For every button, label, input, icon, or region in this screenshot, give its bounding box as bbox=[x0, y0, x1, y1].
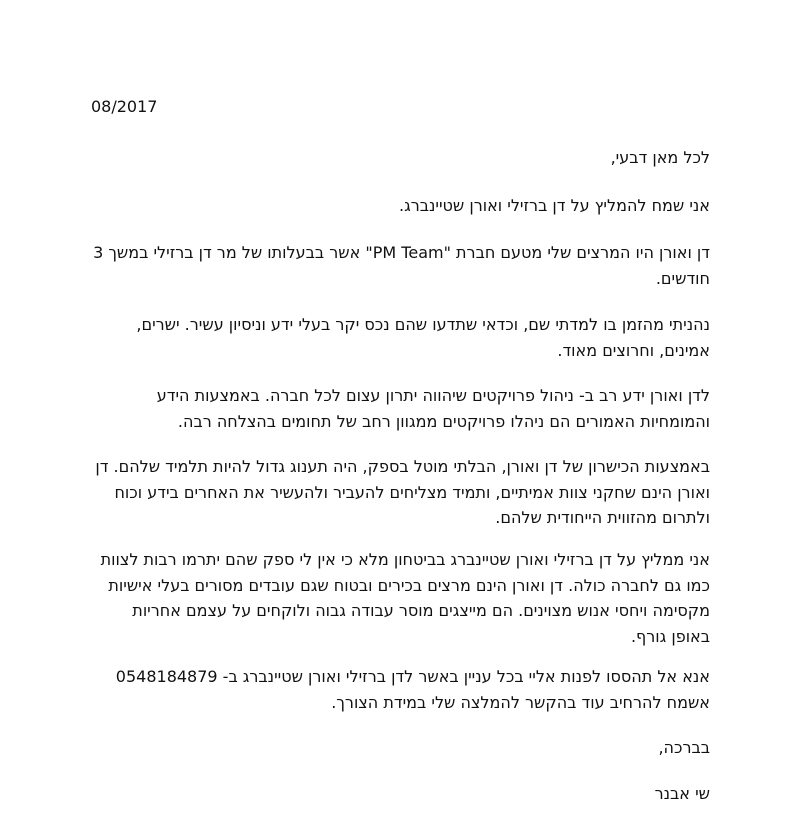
closing: בברכה, bbox=[658, 738, 710, 757]
paragraph-expertise: לדן ואורן ידע רב ב- ניהול פרויקטים שיהווה יתרון עצום לכל חברה. באמצעות הידע והמומחיות האמורים הם ניהלו פרויקטים ממגוון רחב של תחומים בהצלחה רבה. bbox=[156, 386, 710, 431]
salutation: לכל מאן דבעי, bbox=[610, 148, 710, 167]
letter-date: 08/2017 bbox=[91, 97, 158, 116]
signature: שי אבנר bbox=[654, 784, 710, 803]
paragraph-intro: אני שמח להמליץ על דן ברזילי ואורן שטיינברג. bbox=[399, 196, 710, 215]
paragraph-enjoyment: נהניתי מהזמן בו למדתי שם, וכדאי שתדעו שהם נכס יקר בעלי ידע וניסיון עשיר. ישרים, אמינים, וחרוצים מאוד. bbox=[136, 315, 710, 360]
paragraph-instructors: דן ואורן היו המרצים שלי מטעם חברת "PM Team" אשר בבעלותו של מר דן ברזילי במשך 3 חודשים. bbox=[93, 243, 710, 288]
paragraph-contact: אנא אל תהססו לפנות אליי בכל עניין באשר לדן ברזילי ואורן שטיינברג ב- 0548184879 אשמח להרחיב עוד בהקשר להמלצה שלי במידת הצורך. bbox=[115, 667, 710, 712]
paragraph-recommendation: אני ממליץ על דן ברזילי ואורן שטיינברג בביטחון מלא כי אין לי ספק שהם יתרמו רבות לצוות כמו גם לחברה כולה. דן ואורן הינם מרצים בכירים ובטוח שגם עובדים מסורים בעלי אישיות מקסימה ויחסי אנוש מצוינים. הם מייצגים מוסר עבודה גבוה ולוקחים על עצמם אחריות באופן גורף. bbox=[100, 550, 710, 646]
paragraph-talent: באמצעות הכישרון של דן ואורן, הבלתי מוטל בספק, היה תענוג גדול להיות תלמיד שלהם. דן ואורן הינם שחקני צוות אמיתיים, ותמיד מצליחים להעביר ולהעשיר את האחרים בידע וכוח ולתרום מהזווית הייחודית שלהם. bbox=[95, 457, 710, 527]
